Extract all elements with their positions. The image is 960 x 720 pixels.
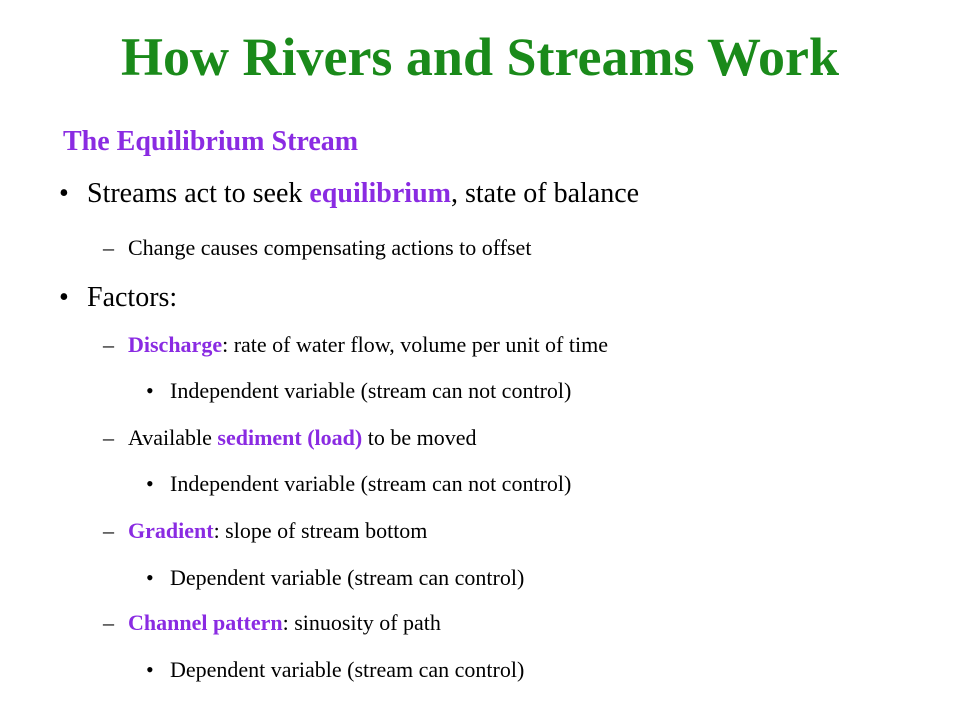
subsubitem-sediment-variable: Independent variable (stream can not control) (170, 471, 572, 496)
text-fragment: Streams act to seek (87, 178, 310, 209)
bullet-streams-equilibrium (87, 176, 639, 212)
dash-glyph: – (103, 235, 114, 260)
text-fragment: : rate of water flow, volume per unit of time (222, 332, 608, 357)
keyword-channel-pattern: Channel pattern (128, 610, 283, 635)
keyword-sediment: sediment (load) (217, 425, 363, 450)
subitem-channel-pattern (128, 608, 441, 638)
dash-glyph: – (103, 332, 114, 357)
subitem-sediment (128, 423, 476, 453)
text-fragment: : slope of stream bottom (213, 518, 428, 543)
subitem-discharge (128, 330, 608, 360)
subsubitem-discharge-variable: Independent variable (stream can not control) (170, 378, 572, 403)
text-fragment: to be moved (362, 425, 477, 450)
bullet-glyph: • (146, 471, 154, 496)
text-fragment: : sinuosity of path (282, 610, 441, 635)
text-fragment: Available (128, 425, 218, 450)
section-heading: The Equilibrium Stream (63, 126, 359, 157)
subitem-change: Change causes compensating actions to offset (128, 235, 532, 260)
bullet-glyph: • (59, 282, 69, 313)
keyword-discharge: Discharge (128, 332, 223, 357)
subitem-gradient (128, 516, 427, 546)
dash-glyph: – (103, 518, 114, 543)
subsubitem-channel-variable: Dependent variable (stream can control) (170, 657, 525, 682)
keyword-equilibrium: equilibrium (309, 178, 451, 209)
subsubitem-gradient-variable: Dependent variable (stream can control) (170, 565, 525, 590)
bullet-glyph: • (59, 178, 69, 209)
bullet-glyph: • (146, 378, 154, 403)
dash-glyph: – (103, 610, 114, 635)
slide-title: How Rivers and Streams Work (120, 27, 840, 87)
dash-glyph: – (103, 425, 114, 450)
bullet-glyph: • (146, 565, 154, 590)
bullet-glyph: • (146, 657, 154, 682)
text-fragment: , state of balance (450, 178, 640, 209)
keyword-gradient: Gradient (128, 518, 214, 543)
bullet-factors: Factors: (87, 282, 178, 313)
